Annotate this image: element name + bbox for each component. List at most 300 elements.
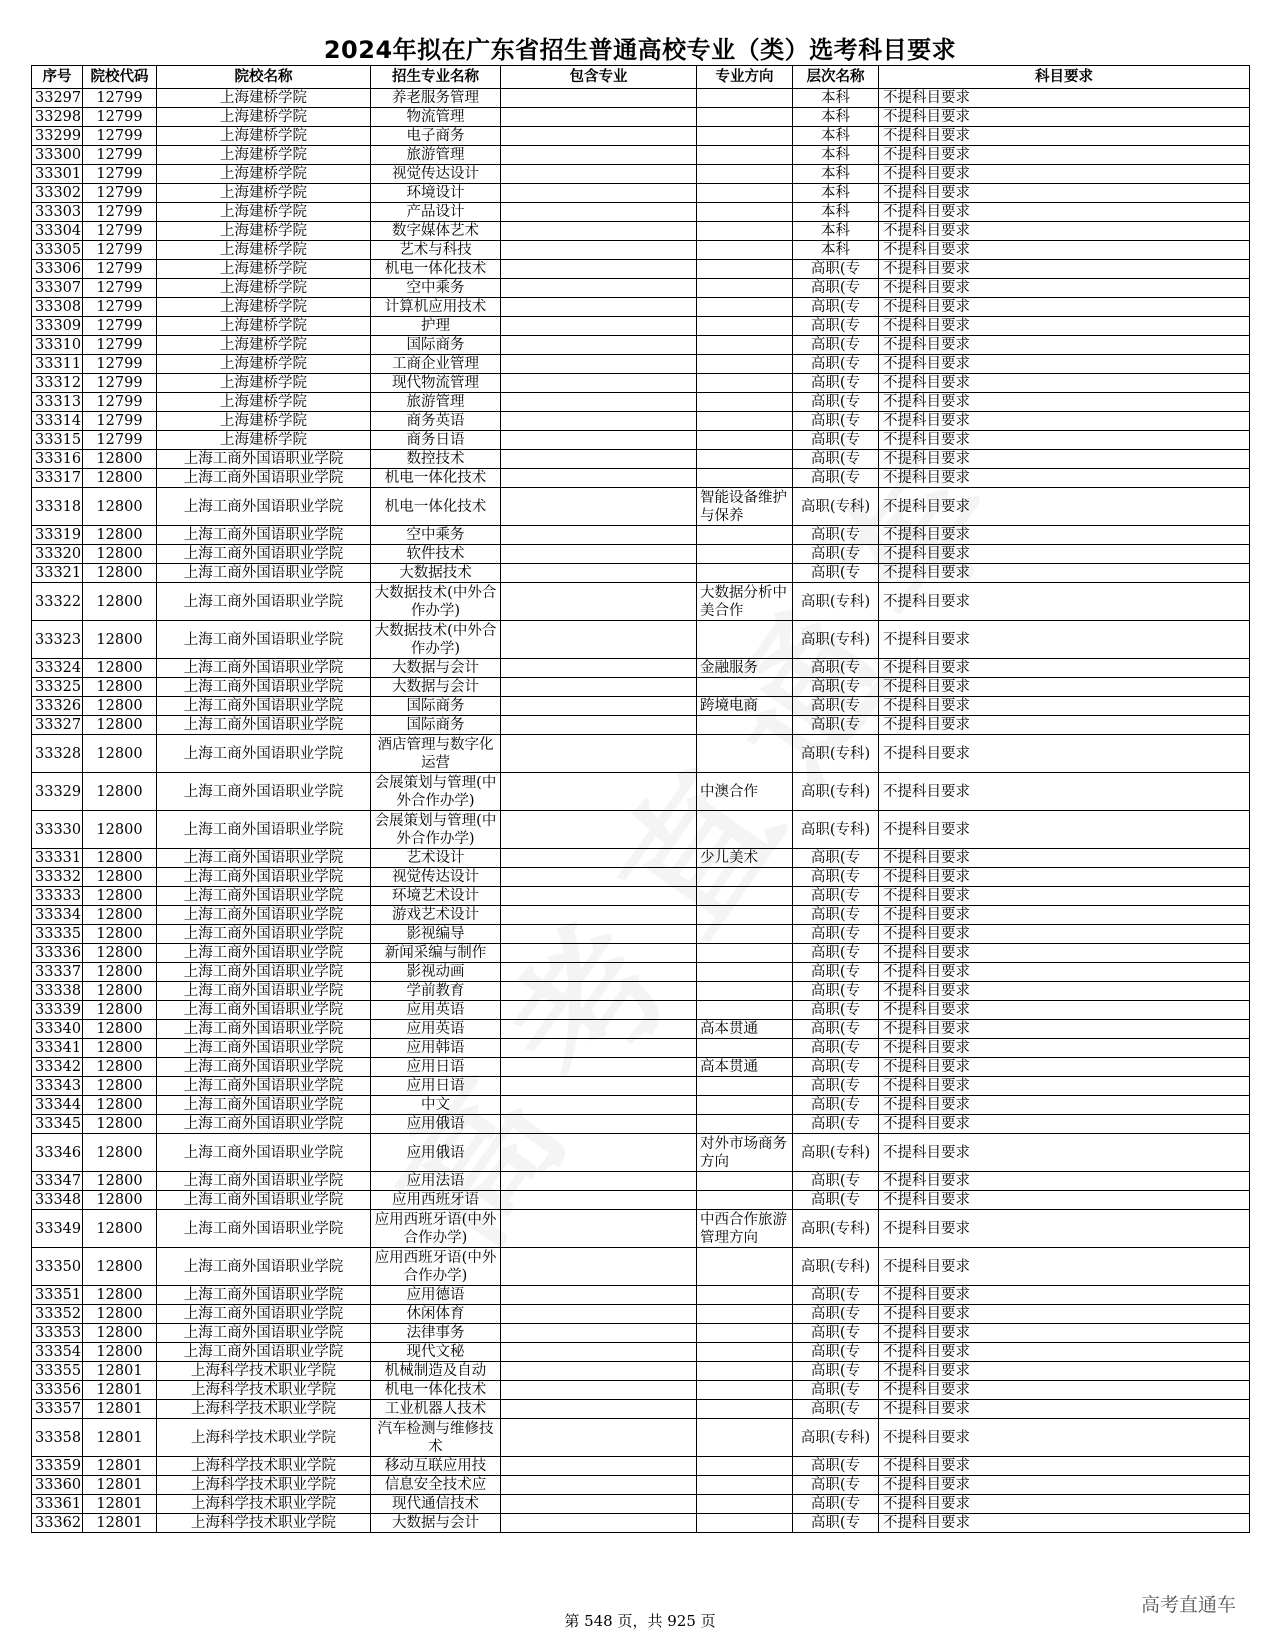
cell-major-name: 空中乘务 — [371, 526, 501, 545]
cell-school-name: 上海建桥学院 — [157, 241, 371, 260]
cell-level: 高职(专 — [793, 564, 879, 583]
cell-major-name: 大数据技术 — [371, 564, 501, 583]
cell-school-code: 12800 — [83, 849, 157, 868]
cell-level: 高职(专 — [793, 279, 879, 298]
cell-included-majors — [501, 1400, 697, 1419]
cell-school-name: 上海建桥学院 — [157, 89, 371, 108]
cell-direction: 跨境电商 — [697, 697, 793, 716]
table-row — [32, 412, 1250, 431]
cell-included-majors — [501, 431, 697, 450]
cell-direction — [697, 545, 793, 564]
cell-school-name: 上海工商外国语职业学院 — [157, 963, 371, 982]
cell-direction — [697, 374, 793, 393]
table-row — [32, 697, 1250, 716]
table-row — [32, 488, 1250, 526]
cell-level: 高职(专科) — [793, 621, 879, 659]
cell-major-name: 应用西班牙语(中外合作办学) — [371, 1210, 501, 1248]
cell-school-code: 12799 — [83, 89, 157, 108]
table-row — [32, 355, 1250, 374]
cell-level: 高职(专 — [793, 982, 879, 1001]
table-row — [32, 317, 1250, 336]
cell-level: 高职(专科) — [793, 488, 879, 526]
cell-major-name: 现代通信技术 — [371, 1495, 501, 1514]
cell-direction — [697, 184, 793, 203]
cell-major-name: 大数据技术(中外合作办学) — [371, 583, 501, 621]
cell-included-majors — [501, 1020, 697, 1039]
cell-index: 33354 — [32, 1343, 83, 1362]
cell-level: 高职(专 — [793, 1020, 879, 1039]
cell-school-name: 上海工商外国语职业学院 — [157, 773, 371, 811]
cell-subject-requirement: 不提科目要求 — [879, 564, 1250, 583]
cell-school-name: 上海工商外国语职业学院 — [157, 716, 371, 735]
table-row — [32, 336, 1250, 355]
table-row — [32, 925, 1250, 944]
cell-school-name: 上海建桥学院 — [157, 279, 371, 298]
cell-index: 33323 — [32, 621, 83, 659]
cell-subject-requirement: 不提科目要求 — [879, 1248, 1250, 1286]
cell-included-majors — [501, 450, 697, 469]
cell-index: 33315 — [32, 431, 83, 450]
cell-school-name: 上海建桥学院 — [157, 260, 371, 279]
cell-direction — [697, 260, 793, 279]
cell-subject-requirement: 不提科目要求 — [879, 260, 1250, 279]
table-row — [32, 1077, 1250, 1096]
cell-included-majors — [501, 108, 697, 127]
cell-school-code: 12800 — [83, 1343, 157, 1362]
table-row — [32, 526, 1250, 545]
cell-direction — [697, 222, 793, 241]
cell-school-name: 上海工商外国语职业学院 — [157, 1172, 371, 1191]
cell-level: 本科 — [793, 89, 879, 108]
cell-direction — [697, 944, 793, 963]
cell-subject-requirement: 不提科目要求 — [879, 241, 1250, 260]
cell-index: 33314 — [32, 412, 83, 431]
cell-school-code: 12799 — [83, 431, 157, 450]
cell-level: 高职(专 — [793, 317, 879, 336]
cell-school-name: 上海建桥学院 — [157, 298, 371, 317]
cell-subject-requirement: 不提科目要求 — [879, 811, 1250, 849]
cell-included-majors — [501, 203, 697, 222]
cell-index: 33328 — [32, 735, 83, 773]
cell-subject-requirement: 不提科目要求 — [879, 1134, 1250, 1172]
table-row — [32, 165, 1250, 184]
cell-included-majors — [501, 1248, 697, 1286]
cell-major-name: 新闻采编与制作 — [371, 944, 501, 963]
cell-direction — [697, 868, 793, 887]
cell-direction: 对外市场商务方向 — [697, 1134, 793, 1172]
cell-index: 33329 — [32, 773, 83, 811]
cell-level: 高职(专 — [793, 1077, 879, 1096]
cell-school-name: 上海工商外国语职业学院 — [157, 659, 371, 678]
cell-subject-requirement: 不提科目要求 — [879, 488, 1250, 526]
cell-major-name: 艺术设计 — [371, 849, 501, 868]
cell-major-name: 护理 — [371, 317, 501, 336]
cell-included-majors — [501, 716, 697, 735]
cell-level: 本科 — [793, 146, 879, 165]
cell-school-code: 12800 — [83, 906, 157, 925]
cell-level: 高职(专 — [793, 374, 879, 393]
cell-index: 33360 — [32, 1476, 83, 1495]
cell-school-name: 上海建桥学院 — [157, 108, 371, 127]
cell-school-name: 上海工商外国语职业学院 — [157, 811, 371, 849]
cell-school-code: 12800 — [83, 1039, 157, 1058]
cell-school-code: 12801 — [83, 1476, 157, 1495]
cell-school-code: 12800 — [83, 1077, 157, 1096]
cell-school-code: 12799 — [83, 146, 157, 165]
cell-major-name: 国际商务 — [371, 697, 501, 716]
table-row — [32, 1362, 1250, 1381]
cell-level: 高职(专 — [793, 944, 879, 963]
cell-direction — [697, 1381, 793, 1400]
cell-school-name: 上海建桥学院 — [157, 336, 371, 355]
cell-school-code: 12800 — [83, 1210, 157, 1248]
cell-subject-requirement: 不提科目要求 — [879, 982, 1250, 1001]
cell-level: 高职(专科) — [793, 583, 879, 621]
cell-index: 33344 — [32, 1096, 83, 1115]
cell-included-majors — [501, 412, 697, 431]
cell-included-majors — [501, 678, 697, 697]
cell-index: 33359 — [32, 1457, 83, 1476]
cell-school-code: 12800 — [83, 773, 157, 811]
cell-subject-requirement: 不提科目要求 — [879, 355, 1250, 374]
cell-direction — [697, 1172, 793, 1191]
cell-direction — [697, 108, 793, 127]
cell-level: 高职(专科) — [793, 1210, 879, 1248]
cell-direction — [697, 203, 793, 222]
cell-direction — [697, 241, 793, 260]
cell-school-name: 上海工商外国语职业学院 — [157, 1077, 371, 1096]
cell-included-majors — [501, 1001, 697, 1020]
table-row — [32, 469, 1250, 488]
cell-school-name: 上海科学技术职业学院 — [157, 1362, 371, 1381]
cell-included-majors — [501, 1457, 697, 1476]
cell-included-majors — [501, 1058, 697, 1077]
table-row — [32, 887, 1250, 906]
cell-index: 33300 — [32, 146, 83, 165]
cell-subject-requirement: 不提科目要求 — [879, 1514, 1250, 1533]
table-row — [32, 1210, 1250, 1248]
cell-direction — [697, 887, 793, 906]
cell-direction — [697, 925, 793, 944]
cell-direction — [697, 811, 793, 849]
cell-included-majors — [501, 697, 697, 716]
table-row — [32, 1419, 1250, 1457]
cell-school-code: 12800 — [83, 735, 157, 773]
cell-major-name: 中文 — [371, 1096, 501, 1115]
cell-school-name: 上海科学技术职业学院 — [157, 1514, 371, 1533]
table-row — [32, 89, 1250, 108]
cell-major-name: 计算机应用技术 — [371, 298, 501, 317]
cell-subject-requirement: 不提科目要求 — [879, 336, 1250, 355]
cell-level: 本科 — [793, 184, 879, 203]
cell-school-code: 12800 — [83, 868, 157, 887]
table-row — [32, 621, 1250, 659]
cell-level: 高职(专 — [793, 412, 879, 431]
cell-level: 高职(专 — [793, 1001, 879, 1020]
cell-subject-requirement: 不提科目要求 — [879, 868, 1250, 887]
cell-direction — [697, 1362, 793, 1381]
cell-index: 33348 — [32, 1191, 83, 1210]
table-row — [32, 431, 1250, 450]
cell-major-name: 环境艺术设计 — [371, 887, 501, 906]
cell-school-name: 上海建桥学院 — [157, 355, 371, 374]
table-row — [32, 1191, 1250, 1210]
cell-index: 33299 — [32, 127, 83, 146]
cell-school-code: 12800 — [83, 982, 157, 1001]
cell-major-name: 应用日语 — [371, 1058, 501, 1077]
cell-level: 高职(专 — [793, 431, 879, 450]
cell-subject-requirement: 不提科目要求 — [879, 621, 1250, 659]
cell-included-majors — [501, 241, 697, 260]
table-row — [32, 222, 1250, 241]
cell-school-code: 12800 — [83, 1020, 157, 1039]
cell-major-name: 工业机器人技术 — [371, 1400, 501, 1419]
table-row — [32, 241, 1250, 260]
cell-major-name: 旅游管理 — [371, 393, 501, 412]
cell-school-code: 12800 — [83, 1248, 157, 1286]
cell-subject-requirement: 不提科目要求 — [879, 184, 1250, 203]
cell-subject-requirement: 不提科目要求 — [879, 1476, 1250, 1495]
cell-included-majors — [501, 127, 697, 146]
cell-school-code: 12800 — [83, 469, 157, 488]
cell-level: 高职(专 — [793, 1039, 879, 1058]
cell-included-majors — [501, 89, 697, 108]
cell-level: 高职(专 — [793, 1495, 879, 1514]
cell-direction — [697, 1001, 793, 1020]
cell-level: 高职(专 — [793, 1514, 879, 1533]
cell-school-code: 12800 — [83, 545, 157, 564]
cell-included-majors — [501, 1514, 697, 1533]
cell-direction — [697, 298, 793, 317]
cell-subject-requirement: 不提科目要求 — [879, 222, 1250, 241]
cell-school-code: 12800 — [83, 450, 157, 469]
cell-direction — [697, 165, 793, 184]
cell-school-name: 上海工商外国语职业学院 — [157, 469, 371, 488]
cell-included-majors — [501, 1077, 697, 1096]
table-row — [32, 374, 1250, 393]
cell-major-name: 会展策划与管理(中外合作办学) — [371, 811, 501, 849]
cell-school-code: 12800 — [83, 678, 157, 697]
table-row — [32, 1248, 1250, 1286]
cell-major-name: 机电一体化技术 — [371, 1381, 501, 1400]
cell-school-name: 上海建桥学院 — [157, 393, 371, 412]
table-row — [32, 127, 1250, 146]
cell-direction — [697, 89, 793, 108]
cell-major-name: 应用日语 — [371, 1077, 501, 1096]
cell-major-name: 数控技术 — [371, 450, 501, 469]
cell-major-name: 物流管理 — [371, 108, 501, 127]
cell-included-majors — [501, 1305, 697, 1324]
cell-index: 33316 — [32, 450, 83, 469]
cell-index: 33310 — [32, 336, 83, 355]
table-row — [32, 1115, 1250, 1134]
cell-index: 33321 — [32, 564, 83, 583]
cell-school-code: 12799 — [83, 203, 157, 222]
cell-index: 33339 — [32, 1001, 83, 1020]
cell-major-name: 工商企业管理 — [371, 355, 501, 374]
cell-major-name: 数字媒体艺术 — [371, 222, 501, 241]
cell-major-name: 应用西班牙语(中外合作办学) — [371, 1248, 501, 1286]
cell-school-code: 12799 — [83, 355, 157, 374]
cell-major-name: 汽车检测与维修技术 — [371, 1419, 501, 1457]
cell-major-name: 应用英语 — [371, 1020, 501, 1039]
cell-major-name: 大数据与会计 — [371, 678, 501, 697]
cell-included-majors — [501, 982, 697, 1001]
cell-school-name: 上海工商外国语职业学院 — [157, 887, 371, 906]
cell-subject-requirement: 不提科目要求 — [879, 1001, 1250, 1020]
cell-subject-requirement: 不提科目要求 — [879, 279, 1250, 298]
table-row — [32, 1514, 1250, 1533]
cell-index: 33331 — [32, 849, 83, 868]
cell-school-name: 上海工商外国语职业学院 — [157, 1096, 371, 1115]
cell-school-code: 12800 — [83, 488, 157, 526]
cell-school-name: 上海建桥学院 — [157, 127, 371, 146]
cell-level: 高职(专 — [793, 1476, 879, 1495]
cell-school-name: 上海科学技术职业学院 — [157, 1400, 371, 1419]
cell-school-name: 上海工商外国语职业学院 — [157, 1058, 371, 1077]
cell-school-code: 12801 — [83, 1514, 157, 1533]
cell-level: 本科 — [793, 165, 879, 184]
cell-school-code: 12800 — [83, 659, 157, 678]
cell-direction — [697, 1495, 793, 1514]
cell-included-majors — [501, 963, 697, 982]
cell-school-code: 12799 — [83, 279, 157, 298]
cell-school-code: 12799 — [83, 184, 157, 203]
cell-index: 33358 — [32, 1419, 83, 1457]
cell-subject-requirement: 不提科目要求 — [879, 89, 1250, 108]
cell-school-code: 12799 — [83, 412, 157, 431]
cell-level: 高职(专 — [793, 336, 879, 355]
cell-major-name: 空中乘务 — [371, 279, 501, 298]
cell-subject-requirement: 不提科目要求 — [879, 887, 1250, 906]
header-included-majors: 包含专业 — [501, 66, 697, 89]
cell-index: 33298 — [32, 108, 83, 127]
cell-included-majors — [501, 1286, 697, 1305]
cell-major-name: 机电一体化技术 — [371, 488, 501, 526]
cell-direction — [697, 906, 793, 925]
table-row — [32, 203, 1250, 222]
cell-level: 本科 — [793, 203, 879, 222]
cell-level: 高职(专 — [793, 1381, 879, 1400]
cell-school-name: 上海工商外国语职业学院 — [157, 1210, 371, 1248]
cell-level: 高职(专科) — [793, 1248, 879, 1286]
cell-school-code: 12801 — [83, 1400, 157, 1419]
cell-direction — [697, 526, 793, 545]
cell-major-name: 应用西班牙语 — [371, 1191, 501, 1210]
cell-included-majors — [501, 1476, 697, 1495]
cell-index: 33356 — [32, 1381, 83, 1400]
cell-subject-requirement: 不提科目要求 — [879, 583, 1250, 621]
cell-index: 33311 — [32, 355, 83, 374]
cell-index: 33309 — [32, 317, 83, 336]
cell-level: 高职(专 — [793, 1457, 879, 1476]
cell-direction — [697, 1286, 793, 1305]
cell-major-name: 国际商务 — [371, 336, 501, 355]
cell-level: 本科 — [793, 222, 879, 241]
cell-school-name: 上海工商外国语职业学院 — [157, 925, 371, 944]
cell-index: 33343 — [32, 1077, 83, 1096]
cell-direction — [697, 1343, 793, 1362]
table-row — [32, 1343, 1250, 1362]
cell-major-name: 电子商务 — [371, 127, 501, 146]
cell-major-name: 移动互联应用技 — [371, 1457, 501, 1476]
cell-direction: 金融服务 — [697, 659, 793, 678]
table-row — [32, 868, 1250, 887]
cell-included-majors — [501, 545, 697, 564]
table-row — [32, 1305, 1250, 1324]
cell-school-name: 上海工商外国语职业学院 — [157, 450, 371, 469]
cell-major-name: 机电一体化技术 — [371, 469, 501, 488]
cell-included-majors — [501, 944, 697, 963]
cell-major-name: 酒店管理与数字化运营 — [371, 735, 501, 773]
cell-major-name: 商务日语 — [371, 431, 501, 450]
cell-included-majors — [501, 1115, 697, 1134]
cell-direction — [697, 982, 793, 1001]
cell-major-name: 休闲体育 — [371, 1305, 501, 1324]
table-row — [32, 583, 1250, 621]
cell-included-majors — [501, 336, 697, 355]
cell-school-name: 上海工商外国语职业学院 — [157, 1115, 371, 1134]
cell-school-name: 上海工商外国语职业学院 — [157, 545, 371, 564]
cell-major-name: 应用韩语 — [371, 1039, 501, 1058]
cell-school-code: 12799 — [83, 374, 157, 393]
table-row — [32, 735, 1250, 773]
cell-direction — [697, 963, 793, 982]
cell-index: 33355 — [32, 1362, 83, 1381]
cell-included-majors — [501, 1495, 697, 1514]
cell-direction — [697, 469, 793, 488]
cell-included-majors — [501, 659, 697, 678]
cell-major-name: 机械制造及自动 — [371, 1362, 501, 1381]
cell-school-name: 上海工商外国语职业学院 — [157, 1039, 371, 1058]
cell-included-majors — [501, 165, 697, 184]
cell-major-name: 应用德语 — [371, 1286, 501, 1305]
cell-level: 高职(专 — [793, 716, 879, 735]
cell-major-name: 大数据与会计 — [371, 1514, 501, 1533]
cell-subject-requirement: 不提科目要求 — [879, 906, 1250, 925]
cell-included-majors — [501, 868, 697, 887]
table-row — [32, 1286, 1250, 1305]
cell-included-majors — [501, 1172, 697, 1191]
brand-logo-text: 高考直通车 — [1140, 1594, 1236, 1616]
cell-included-majors — [501, 526, 697, 545]
cell-major-name: 应用俄语 — [371, 1134, 501, 1172]
cell-index: 33303 — [32, 203, 83, 222]
cell-subject-requirement: 不提科目要求 — [879, 1286, 1250, 1305]
table-row — [32, 1400, 1250, 1419]
cell-index: 33342 — [32, 1058, 83, 1077]
cell-subject-requirement: 不提科目要求 — [879, 1020, 1250, 1039]
table-row — [32, 1172, 1250, 1191]
cell-direction — [697, 1514, 793, 1533]
cell-level: 高职(专 — [793, 1362, 879, 1381]
cell-school-name: 上海工商外国语职业学院 — [157, 1134, 371, 1172]
cell-included-majors — [501, 1324, 697, 1343]
cell-school-name: 上海工商外国语职业学院 — [157, 906, 371, 925]
table-row — [32, 1058, 1250, 1077]
cell-level: 高职(专 — [793, 450, 879, 469]
cell-included-majors — [501, 469, 697, 488]
cell-level: 高职(专 — [793, 469, 879, 488]
cell-subject-requirement: 不提科目要求 — [879, 1457, 1250, 1476]
cell-index: 33330 — [32, 811, 83, 849]
table-row — [32, 963, 1250, 982]
cell-subject-requirement: 不提科目要求 — [879, 1343, 1250, 1362]
cell-school-code: 12799 — [83, 127, 157, 146]
cell-school-code: 12800 — [83, 526, 157, 545]
cell-direction — [697, 1039, 793, 1058]
cell-level: 高职(专 — [793, 355, 879, 374]
